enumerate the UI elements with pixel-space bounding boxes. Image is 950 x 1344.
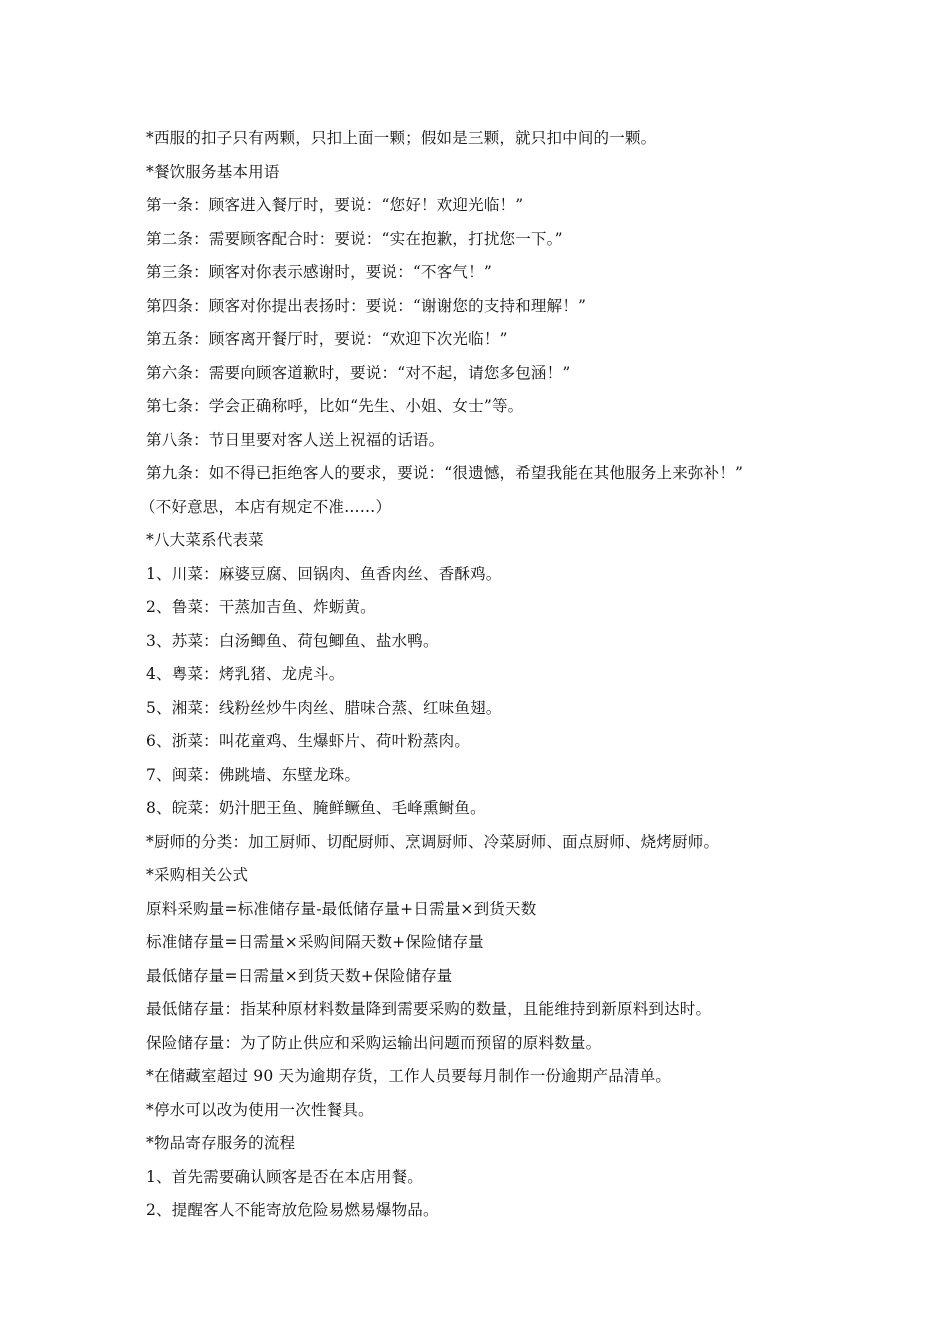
cuisine-item-4: 4、粤菜：烤乳猪、龙虎斗。 — [146, 665, 345, 683]
storage-step-2: 2、提醒客人不能寄放危险易燃易爆物品。 — [146, 1201, 439, 1219]
cuisine-item-7: 7、闽菜：佛跳墙、东壁龙珠。 — [146, 765, 361, 784]
definition-minimum-stock: 最低储存量：指某种原材料数量降到需要采购的数量，且能维持到新原料到达时。 — [146, 1000, 712, 1018]
service-phrase-9: 第九条：如不得已拒绝客人的要求，要说：“很遗憾，希望我能在其他服务上来弥补！” — [146, 464, 744, 482]
service-phrase-8: 第八条：节日里要对客人送上祝福的话语。 — [146, 430, 445, 449]
section-heading-storage-service: *物品寄存服务的流程 — [146, 1134, 296, 1152]
cuisine-item-3: 3、苏菜：白汤鲫鱼、荷包鲫鱼、盐水鸭。 — [146, 631, 439, 650]
service-phrase-2: 第二条：需要顾客配合时：要说：“实在抱歉，打扰您一下。” — [146, 229, 563, 248]
service-phrase-1: 第一条：顾客进入餐厅时，要说：“您好！欢迎光临！” — [146, 196, 524, 214]
cuisine-item-8: 8、皖菜：奶汁肥王鱼、腌鲜鳜鱼、毛峰熏鲥鱼。 — [146, 799, 486, 817]
formula-purchase-quantity: 原料采购量=标准储存量-最低储存量+日需量×到货天数 — [146, 899, 537, 918]
definition-safety-stock: 保险储存量：为了防止供应和采购运输出问题而预留的原料数量。 — [146, 1033, 602, 1052]
service-phrase-5: 第五条：顾客离开餐厅时，要说：“欢迎下次光临！” — [146, 330, 508, 348]
section-heading-eight-cuisines: *八大菜系代表菜 — [146, 531, 264, 549]
cuisine-item-5: 5、湘菜：线粉丝炒牛肉丝、腊味合蒸、红味鱼翅。 — [146, 698, 502, 717]
service-phrase-3: 第三条：顾客对你表示感谢时，要说：“不客气！” — [146, 263, 492, 281]
service-phrase-9-note: （不好意思，本店有规定不准……） — [140, 497, 392, 516]
section-heading-service-phrases: *餐饮服务基本用语 — [146, 162, 280, 181]
service-phrase-6: 第六条：需要向顾客道歉时，要说：“对不起，请您多包涵！” — [146, 363, 571, 382]
formula-minimum-stock: 最低储存量=日需量×到货天数+保险储存量 — [146, 966, 453, 985]
note-overdue-inventory: *在储藏室超过 90 天为逾期存货，工作人员要每月制作一份逾期产品清单。 — [146, 1067, 672, 1085]
service-phrase-7: 第七条：学会正确称呼，比如“先生、小姐、女士”等。 — [146, 397, 524, 415]
cuisine-item-1: 1、川菜：麻婆豆腐、回锅肉、鱼香肉丝、香酥鸡。 — [146, 564, 502, 583]
cuisine-item-6: 6、浙菜：叫花童鸡、生爆虾片、荷叶粉蒸肉。 — [146, 732, 471, 750]
formula-standard-stock: 标准储存量=日需量×采购间隔天数+保险储存量 — [146, 933, 484, 951]
note-chef-types: *厨师的分类：加工厨师、切配厨师、烹调厨师、冷菜厨师、面点厨师、烧烤厨师。 — [146, 832, 720, 851]
cuisine-item-2: 2、鲁菜：干蒸加吉鱼、炸蛎黄。 — [146, 598, 376, 616]
storage-step-1: 1、首先需要确认顾客是否在本店用餐。 — [146, 1167, 423, 1186]
document-body — [140, 122, 916, 1228]
service-phrase-4: 第四条：顾客对你提出表扬时：要说：“谢谢您的支持和理解！” — [146, 296, 587, 315]
section-heading-purchasing-formulas: *采购相关公式 — [146, 866, 249, 884]
note-suit-buttons: *西服的扣子只有两颗，只扣上面一颗；假如是三颗，就只扣中间的一颗。 — [146, 129, 657, 147]
note-water-outage: *停水可以改为使用一次性餐具。 — [146, 1100, 374, 1119]
